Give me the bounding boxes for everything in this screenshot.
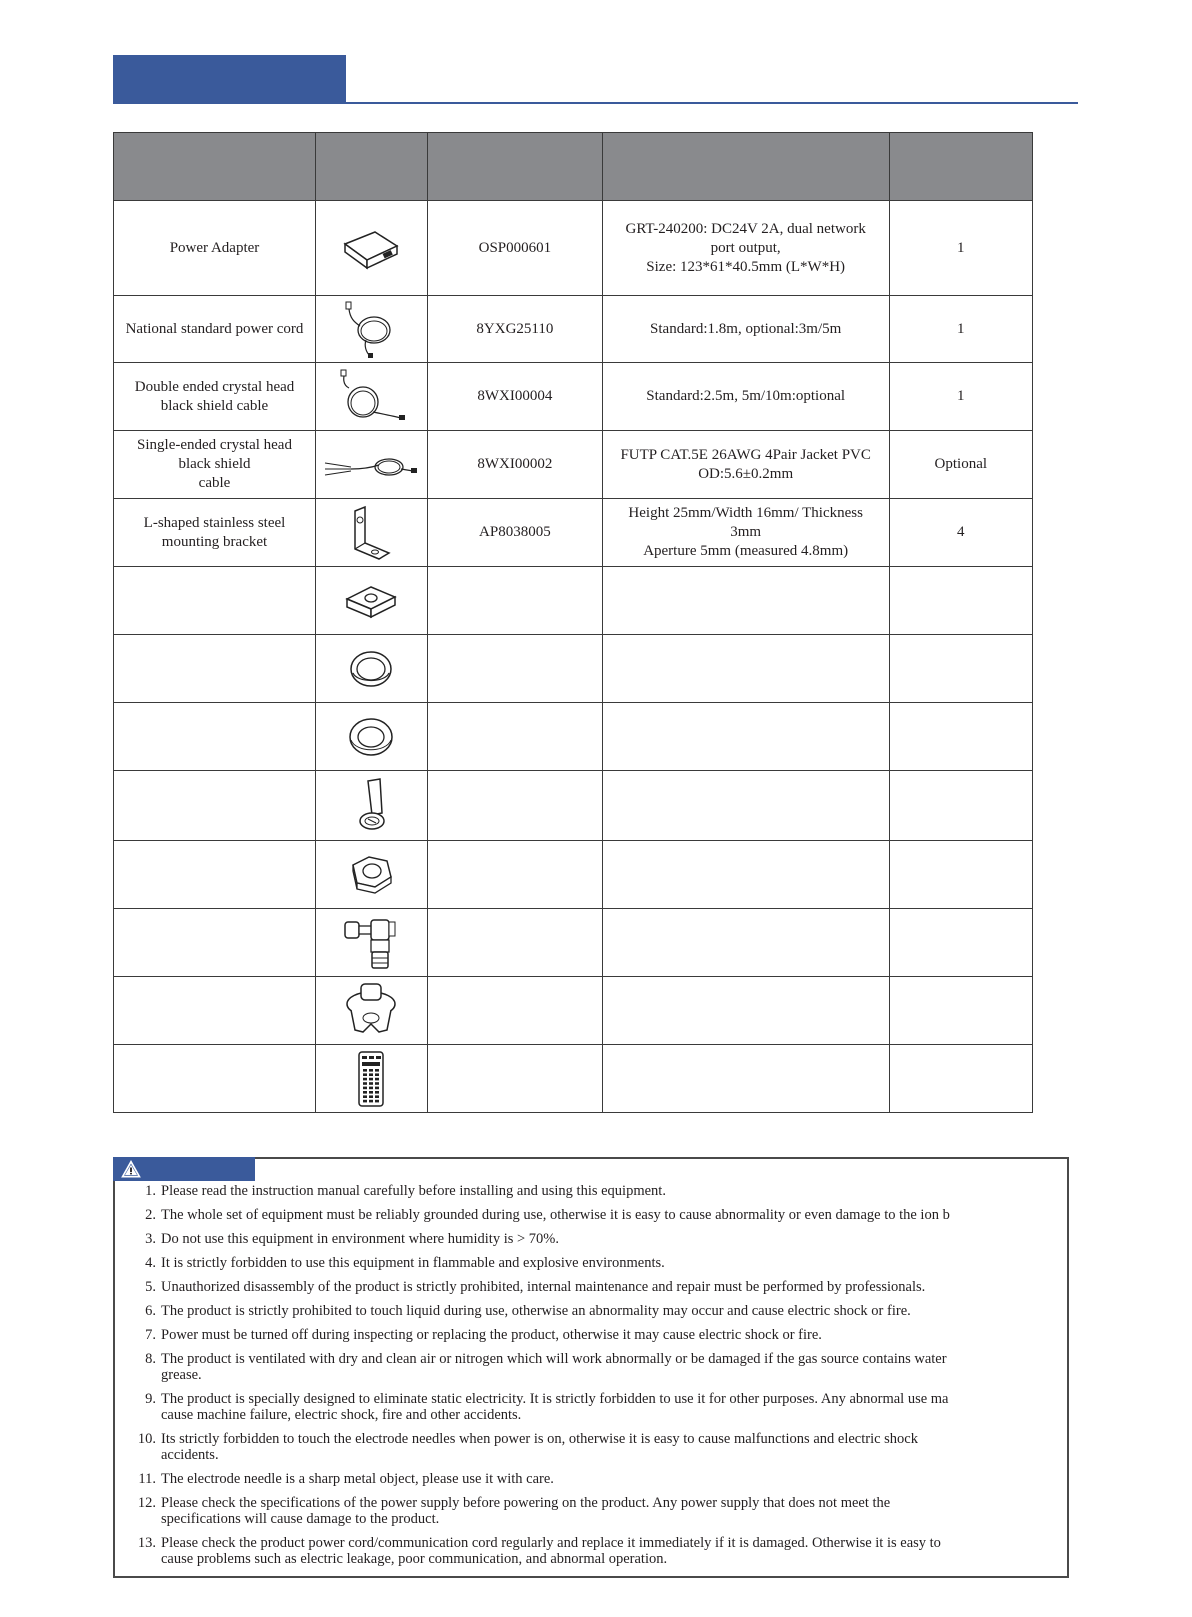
part-code [427, 635, 602, 703]
part-picture [316, 567, 428, 635]
screw-icon [320, 775, 423, 837]
part-name: Single-ended crystal head black shield cable [114, 431, 316, 499]
warning-item [125, 1279, 1037, 1295]
warning-item [125, 1183, 1037, 1199]
part-code [427, 977, 602, 1045]
part-spec [602, 635, 889, 703]
part-spec: Standard:1.8m, optional:3m/5m [602, 296, 889, 363]
table-row [114, 201, 1033, 296]
part-spec [602, 567, 889, 635]
part-qty [889, 1045, 1032, 1113]
warning-item [125, 1351, 1037, 1383]
part-qty [889, 703, 1032, 771]
part-name: Double ended crystal head black shield cable [114, 363, 316, 431]
header-picture [316, 133, 428, 201]
warning-number: 7. [145, 1327, 156, 1343]
warning-text: Power must be turned off during inspecting or replacing the product, otherwise it may cause electric shock or fire. [161, 1327, 822, 1343]
warning-item [125, 1303, 1037, 1319]
table-row [114, 567, 1033, 635]
section-header-rule [113, 102, 1078, 104]
warning-text: The electrode needle is a sharp metal object, please use it with care. [161, 1471, 554, 1487]
table-row [114, 771, 1033, 841]
part-name [114, 771, 316, 841]
part-qty: 4 [889, 499, 1032, 567]
part-name [114, 703, 316, 771]
warning-number: 5. [145, 1279, 156, 1295]
table-row [114, 499, 1033, 567]
header-spec [602, 133, 889, 201]
part-picture [316, 431, 428, 499]
table-row [114, 431, 1033, 499]
warning-number: 13. [137, 1535, 156, 1551]
part-picture [316, 977, 428, 1045]
warning-item [125, 1255, 1037, 1271]
warning-triangle-icon [121, 1160, 141, 1178]
part-qty: 1 [889, 363, 1032, 431]
spring-washer-icon [320, 647, 423, 691]
part-code: 8YXG25110 [427, 296, 602, 363]
warning-item [125, 1535, 1037, 1567]
part-spec [602, 703, 889, 771]
part-picture [316, 296, 428, 363]
power-adapter-icon [320, 224, 423, 272]
remote-control-icon [320, 1048, 423, 1110]
part-code: 8WXI00004 [427, 363, 602, 431]
power-cord-icon [320, 298, 423, 360]
part-code: 8WXI00002 [427, 431, 602, 499]
part-qty: 1 [889, 201, 1032, 296]
square-nut-icon [320, 579, 423, 623]
warning-text: It is strictly forbidden to use this equipment in flammable and explosive environments. [161, 1255, 665, 1271]
warning-text: Its strictly forbidden to touch the electrode needles when power is on, otherwise it is easy to cause malfunctions and electric shock accidents. [161, 1431, 918, 1463]
part-qty: 1 [889, 296, 1032, 363]
part-qty [889, 841, 1032, 909]
part-picture [316, 841, 428, 909]
warning-number: 3. [145, 1231, 156, 1247]
part-spec [602, 977, 889, 1045]
part-name [114, 635, 316, 703]
part-qty [889, 977, 1032, 1045]
header-code [427, 133, 602, 201]
warning-text: The whole set of equipment must be reliably grounded during use, otherwise it is easy to cause abnormality or even damage to the ion b [161, 1207, 950, 1223]
warning-number: 4. [145, 1255, 156, 1271]
part-picture [316, 363, 428, 431]
part-name: National standard power cord [114, 296, 316, 363]
part-spec: GRT-240200: DC24V 2A, dual network port output, Size: 123*61*40.5mm (L*W*H) [602, 201, 889, 296]
part-spec: FUTP CAT.5E 26AWG 4Pair Jacket PVC OD:5.6±0.2mm [602, 431, 889, 499]
warning-item [125, 1207, 1037, 1223]
part-name [114, 841, 316, 909]
part-spec [602, 841, 889, 909]
warning-text: The product is ventilated with dry and clean air or nitrogen which will work abnormally or be damaged if the gas source contains water grease. [161, 1351, 947, 1383]
warning-number: 10. [137, 1431, 156, 1447]
table-row [114, 703, 1033, 771]
header-qty [889, 133, 1032, 201]
table-row [114, 977, 1033, 1045]
flat-washer-icon [320, 715, 423, 759]
hex-nut-icon [320, 851, 423, 899]
part-spec: Standard:2.5m, 5m/10m:optional [602, 363, 889, 431]
warning-tab [113, 1157, 255, 1181]
warning-number: 1. [145, 1183, 156, 1199]
section-header-block [113, 55, 346, 102]
part-code [427, 909, 602, 977]
l-bracket-icon [320, 503, 423, 563]
table-row [114, 296, 1033, 363]
table-row [114, 841, 1033, 909]
part-qty [889, 771, 1032, 841]
warning-text: The product is specially designed to eliminate static electricity. It is strictly forbidden to use it for other purposes. Any abnormal use ma cause machine failure, electric shock, fire and other accidents. [161, 1391, 949, 1423]
table-row [114, 635, 1033, 703]
part-name [114, 567, 316, 635]
part-name [114, 1045, 316, 1113]
part-picture [316, 909, 428, 977]
header-name [114, 133, 316, 201]
warning-text: The product is strictly prohibited to touch liquid during use, otherwise an abnormality may occur and cause electric shock or fire. [161, 1303, 911, 1319]
part-spec [602, 909, 889, 977]
part-name: L-shaped stainless steel mounting bracket [114, 499, 316, 567]
part-picture [316, 771, 428, 841]
warning-number: 11. [138, 1471, 156, 1487]
warning-number: 8. [145, 1351, 156, 1367]
warning-number: 2. [145, 1207, 156, 1223]
table-row [114, 1045, 1033, 1113]
warning-text: Please read the instruction manual carefully before installing and using this equipment. [161, 1183, 666, 1199]
warning-text: Please check the product power cord/communication cord regularly and replace it immediately if it is damaged. Otherwise it is easy to cause problems such as electric leakage, poor communication, and abnormal operation. [161, 1535, 941, 1567]
warning-number: 6. [145, 1303, 156, 1319]
part-code [427, 703, 602, 771]
part-name [114, 909, 316, 977]
air-fitting-icon [320, 912, 423, 974]
part-code [427, 841, 602, 909]
warning-text: Do not use this equipment in environment where humidity is > 70%. [161, 1231, 560, 1247]
warning-item [125, 1391, 1037, 1423]
table-header-row [114, 133, 1033, 201]
part-code [427, 1045, 602, 1113]
part-name [114, 977, 316, 1045]
part-qty [889, 567, 1032, 635]
part-qty [889, 635, 1032, 703]
table-row [114, 363, 1033, 431]
warning-item [125, 1431, 1037, 1463]
part-spec [602, 771, 889, 841]
warning-number: 12. [137, 1495, 156, 1511]
part-picture [316, 703, 428, 771]
nozzle-icon [320, 980, 423, 1042]
part-spec [602, 1045, 889, 1113]
table-row [114, 909, 1033, 977]
warning-item [125, 1471, 1037, 1487]
part-qty: Optional [889, 431, 1032, 499]
warning-text: Please check the specifications of the power supply before powering on the product. Any power supply that does not meet the specifications will cause damage to the product. [161, 1495, 891, 1527]
part-code: OSP000601 [427, 201, 602, 296]
part-code [427, 771, 602, 841]
part-picture [316, 635, 428, 703]
part-spec: Height 25mm/Width 16mm/ Thickness 3mm Aperture 5mm (measured 4.8mm) [602, 499, 889, 567]
part-picture [316, 499, 428, 567]
warning-item [125, 1495, 1037, 1527]
parts-list-table [113, 132, 1033, 1113]
part-code [427, 567, 602, 635]
single-ended-cable-icon [320, 445, 423, 485]
part-picture [316, 1045, 428, 1113]
warning-number: 9. [145, 1391, 156, 1407]
part-code: AP8038005 [427, 499, 602, 567]
warning-list [125, 1183, 1037, 1575]
part-picture [316, 201, 428, 296]
network-cable-icon [320, 366, 423, 428]
part-qty [889, 909, 1032, 977]
part-name: Power Adapter [114, 201, 316, 296]
warning-item [125, 1231, 1037, 1247]
warning-item [125, 1327, 1037, 1343]
warning-text: Unauthorized disassembly of the product is strictly prohibited, internal maintenance and repair must be performed by professionals. [161, 1279, 926, 1295]
